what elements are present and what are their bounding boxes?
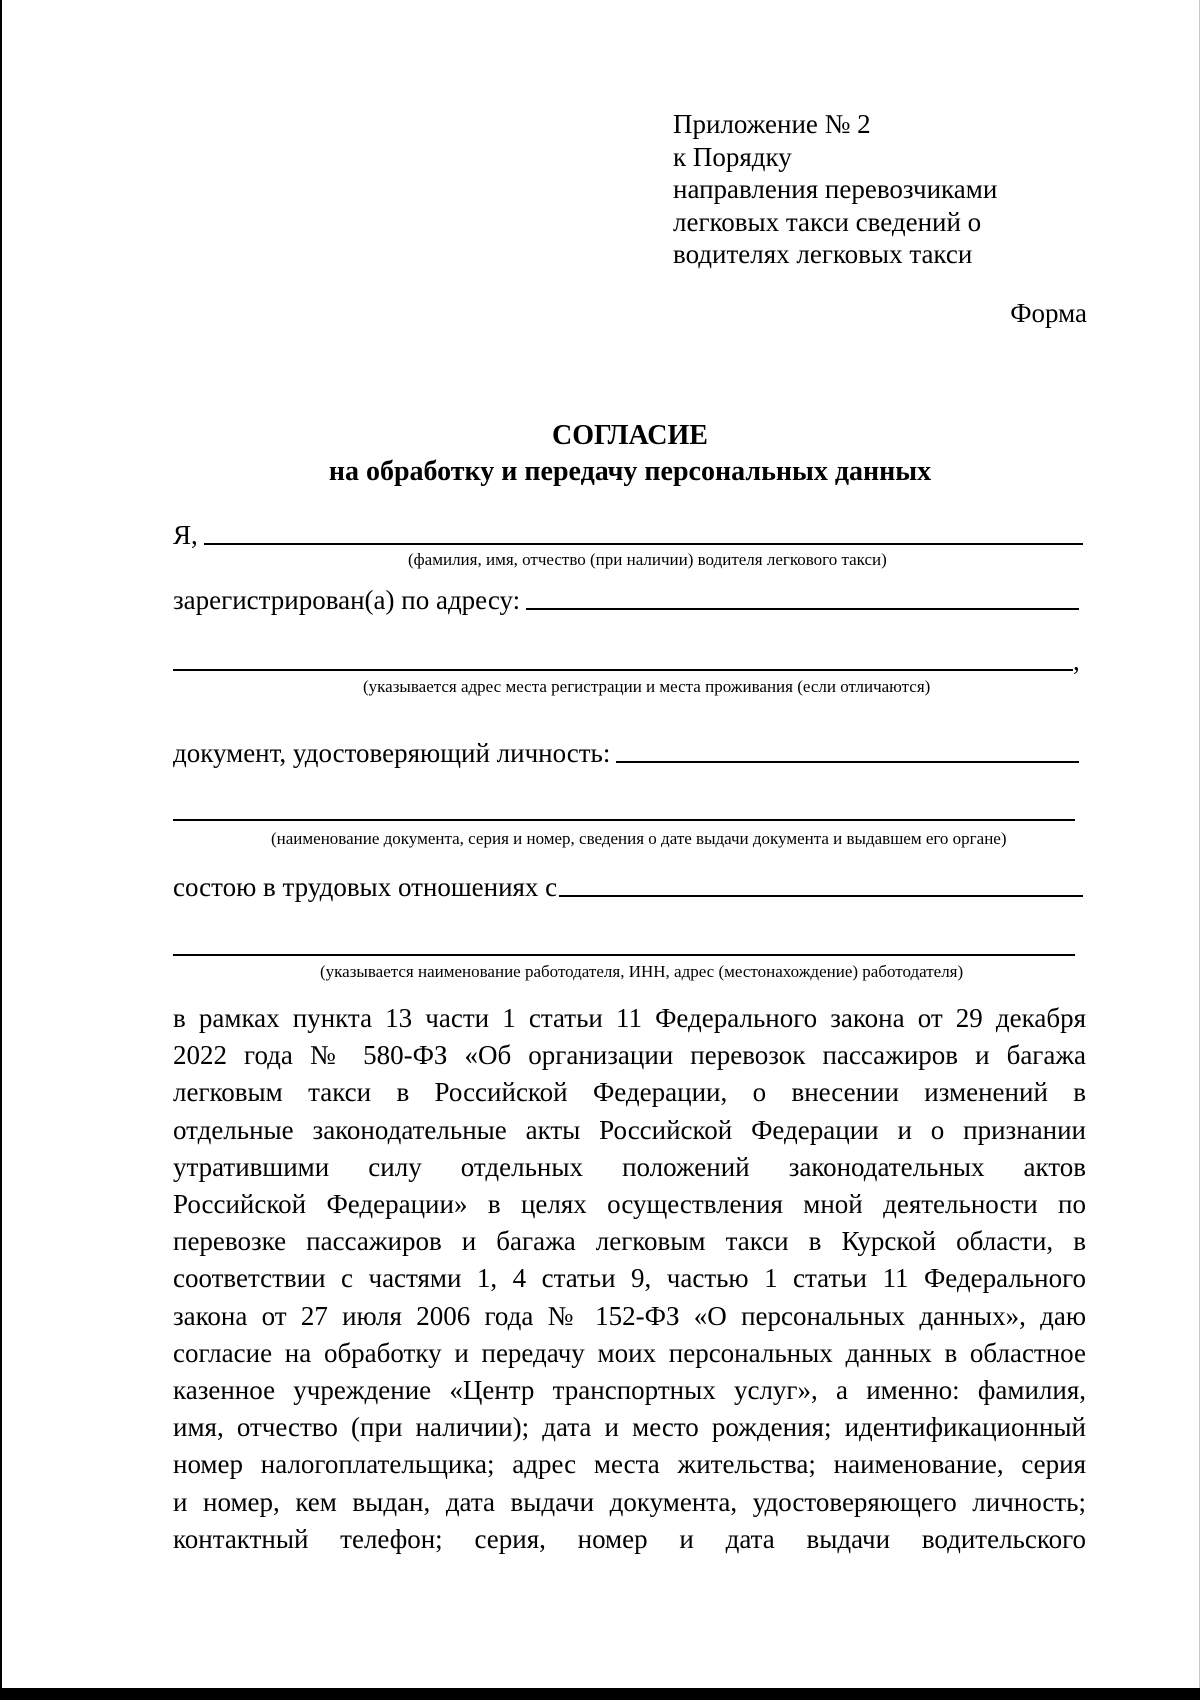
- document-input-line[interactable]: [616, 737, 1079, 763]
- name-label: Я,: [173, 520, 198, 550]
- body-line: Российской Федерации» в целях осуществления мной деятельности по: [173, 1189, 1086, 1220]
- address-label: зарегистрирован(а) по адресу:: [173, 585, 521, 615]
- name-input-line[interactable]: [204, 519, 1083, 545]
- body-line: закона от 27 июля 2006 года № 152-ФЗ «О персональных данных», даю: [173, 1300, 1086, 1331]
- body-line: и номер, кем выдан, дата выдачи документа, удостоверяющего личность;: [173, 1486, 1086, 1517]
- scan-edge-left: [0, 0, 2, 1688]
- document-field-row: [173, 733, 1079, 769]
- annex-reference: [673, 108, 1143, 271]
- annex-line: направления перевозчиками: [673, 174, 998, 204]
- body-line: перевозке пассажиров и багажа легковым такси в Курской области, в: [173, 1226, 1086, 1257]
- annex-line: к Порядку: [673, 141, 792, 172]
- body-line: 2022 года № 580-ФЗ «Об организации перевозок пассажиров и багажа: [173, 1040, 1086, 1071]
- employment-input-line-2[interactable]: [173, 954, 1075, 956]
- name-caption: (фамилия, имя, отчество (при наличии) водителя легкового такси): [408, 550, 887, 569]
- address-caption: (указывается адрес места регистрации и места проживания (если отличаются): [363, 677, 931, 696]
- body-line: отдельные законодательные акты Российской Федерации и о признании: [173, 1114, 1086, 1145]
- name-field-row: [173, 515, 1083, 551]
- body-line: в рамках пункта 13 части 1 статьи 11 Федерального закона от 29 декабря: [173, 1003, 1086, 1033]
- form-label: Форма: [1010, 298, 1087, 328]
- employment-caption: (указывается наименование работодателя, ИНН, адрес (местонахождение) работодателя): [320, 962, 964, 981]
- annex-line: легковых такси сведений о: [673, 206, 982, 237]
- address-field-row: [173, 580, 1079, 616]
- employment-label: состою в трудовых отношениях с: [173, 872, 558, 902]
- address-comma: ,: [1073, 646, 1080, 676]
- body-line: утратившими силу отдельных положений законодательных актов: [173, 1151, 1086, 1182]
- address-input-line-2[interactable]: [173, 669, 1073, 671]
- body-line: имя, отчество (при наличии); дата и место рождения; идентификационный: [173, 1412, 1086, 1443]
- employment-field-row: [173, 867, 1083, 903]
- body-line: казенное учреждение «Центр транспортных услуг», а именно: фамилия,: [173, 1375, 1086, 1406]
- scan-edge-bottom: [0, 1688, 1200, 1700]
- document-subtitle: на обработку и передачу персональных данных: [328, 456, 932, 487]
- body-line: контактный телефон; серия, номер и дата выдачи водительского: [173, 1523, 1086, 1554]
- address-input-line[interactable]: [526, 584, 1079, 610]
- document-caption: (наименование документа, серия и номер, сведения о дате выдачи документа и выдавшем его органе): [271, 829, 1007, 848]
- body-line: соответствии с частями 1, 4 статьи 9, частью 1 статьи 11 Федерального: [173, 1263, 1086, 1294]
- body-line: легковым такси в Российской Федерации, о внесении изменений в: [173, 1077, 1086, 1108]
- document-input-line-2[interactable]: [173, 819, 1075, 821]
- consent-body: [173, 1000, 1086, 1558]
- document-title: СОГЛАСИЕ: [552, 420, 708, 451]
- annex-line: Приложение № 2: [673, 109, 871, 139]
- body-line: согласие на обработку и передачу моих персональных данных в областное: [173, 1337, 1086, 1368]
- body-line: номер налогоплательщика; адрес места жительства; наименование, серия: [173, 1449, 1086, 1480]
- annex-line: водителях легковых такси: [673, 239, 973, 269]
- employment-input-line[interactable]: [559, 871, 1083, 897]
- document-label: документ, удостоверяющий личность:: [173, 738, 611, 768]
